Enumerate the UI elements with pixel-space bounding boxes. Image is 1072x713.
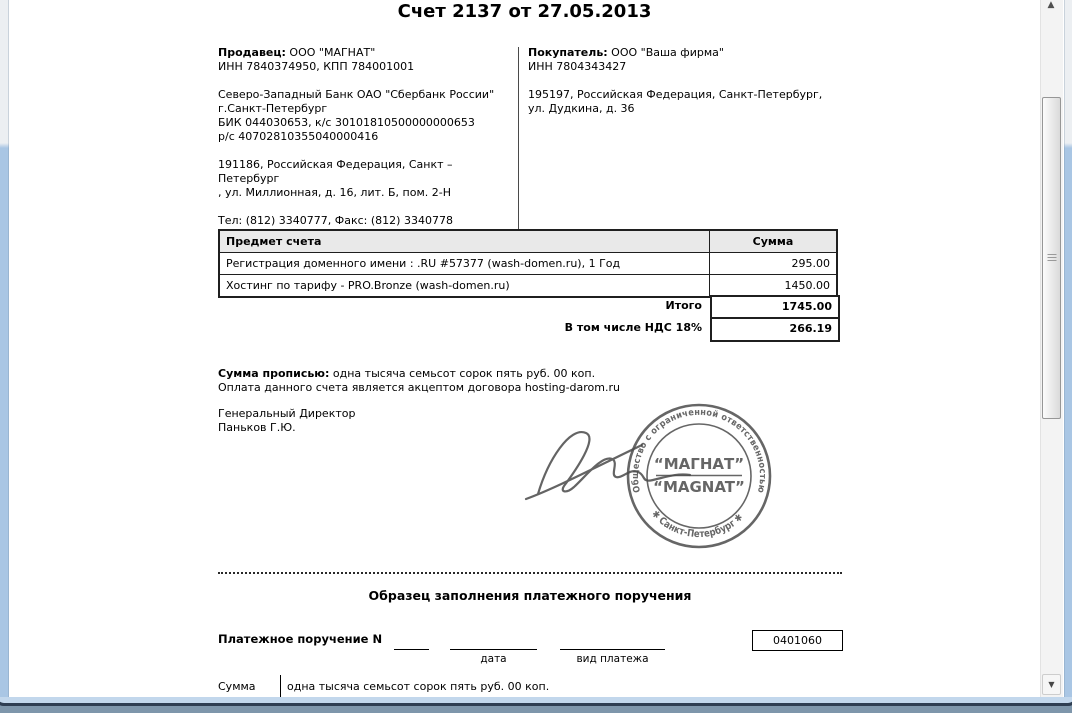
total-value: 1745.00 [710,295,840,320]
item-amount: 295.00 [710,253,838,275]
separator-dotted-line [218,572,842,574]
amount-words-section [218,367,842,395]
scroll-down-icon[interactable]: ▼ [1042,674,1061,695]
table-row [219,253,837,275]
seller-bank-line: р/с 40702810355040000416 [218,130,379,143]
stamp-center-en: “MAGNAT” [653,478,745,496]
seller-contacts: Тел: (812) 3340777, Факс: (812) 3340778 [218,214,453,227]
seller-tax-ids: ИНН 7840374950, КПП 784001001 [218,60,415,73]
seller-name: ООО "МАГНАТ" [289,46,376,59]
seller-address-line: 191186, Российская Федерация, Санкт – Петербург [218,158,453,185]
seller-name-line [218,46,516,60]
item-amount: 1450.00 [710,275,838,298]
buyer-label: Покупатель: [528,46,608,59]
buyer-name-line [528,46,842,60]
scrollbar-grip-icon [1047,254,1056,262]
seller-bank-line: г.Санкт-Петербург [218,102,328,115]
table-header-row [219,230,837,253]
seller-address-line: , ул. Миллионная, д. 16, лит. Б, пом. 2-Н [218,186,452,199]
stamp-arc-bottom-text: ✱ Санкт-Петербург ✱ [648,508,747,541]
blank-line-date [450,649,537,650]
items-table [218,229,838,298]
sum-divider [280,675,281,697]
vat-value: 266.19 [710,317,840,342]
buyer-section [528,46,842,116]
window-border-left [0,0,9,704]
director-title: Генеральный Директор [218,407,356,420]
blank-line-number [394,649,429,650]
invoice-title: Счет 2137 от 27.05.2013 [397,1,652,22]
blank-line-payment-type [560,649,665,650]
buyer-name: ООО "Ваша фирма" [611,46,724,59]
window-border-bottom [0,697,1072,704]
vat-label: В том числе НДС 18% [564,321,702,334]
payment-type-label: вид платежа [576,653,649,665]
acceptance-note: Оплата данного счета является акцептом договора hosting-darom.ru [218,381,620,394]
sum-value: одна тысяча семьсот сорок пять руб. 00 коп. [287,680,550,693]
item-subject: Хостинг по тарифу - PRO.Bronze (wash-domen.ru) [219,275,710,298]
stamp-graphic [628,405,770,547]
form-code-box: 0401060 [752,630,843,651]
sum-label: Сумма [218,680,256,693]
stamp-arc-top-text: Общество с ограниченной ответственностью [630,407,768,495]
columns-divider [518,47,519,230]
total-label: Итого [665,299,702,312]
date-label: дата [480,653,507,665]
company-stamp [520,396,800,558]
window-border-right [1064,0,1072,704]
seller-section [218,46,516,228]
item-subject: Регистрация доменного имени : .RU #57377 (wash-domen.ru), 1 Год [219,253,710,275]
amount-words: одна тысяча семьсот сорок пять руб. 00 коп. [332,367,596,380]
table-row [219,275,837,298]
payment-sample-heading: Образец заполнения платежного поручения [368,588,692,603]
scrollbar-thumb[interactable] [1042,97,1061,419]
payment-order-label: Платежное поручение N [218,632,383,646]
table-header-amount: Сумма [710,230,838,253]
buyer-address-line: 195197, Российская Федерация, Санкт-Петербург, [528,88,823,101]
seller-bank-line: БИК 044030653, к/с 30101810500000000653 [218,116,475,129]
director-name: Паньков Г.Ю. [218,421,296,434]
buyer-address-line: ул. Дудкина, д. 36 [528,102,635,115]
director-section [218,407,355,435]
amount-words-line [218,367,842,381]
seller-label: Продавец: [218,46,286,59]
buyer-tax-ids: ИНН 7804343427 [528,60,627,73]
amount-words-label: Сумма прописью: [218,367,330,380]
stamp-center-ru: “МАГНАТ” [653,455,745,473]
table-header-subject: Предмет счета [219,230,710,253]
scroll-up-icon[interactable]: ▲ [1047,0,1055,10]
seller-bank-line: Северо-Западный Банк ОАО "Сбербанк России" [218,88,495,101]
